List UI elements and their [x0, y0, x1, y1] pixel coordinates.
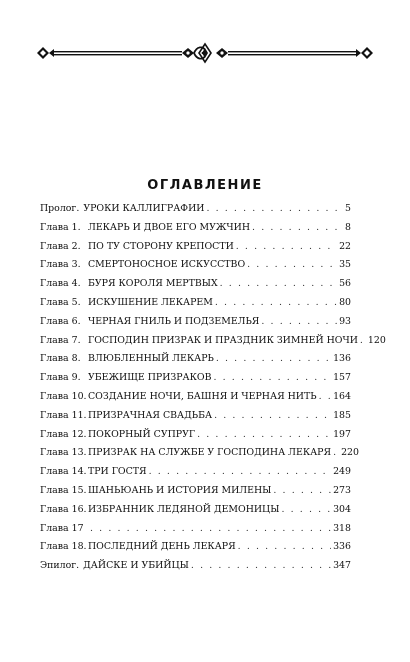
toc-entry-title: ПРИЗРАЧНАЯ СВАДЬБА [88, 409, 213, 421]
toc-entry [40, 350, 351, 369]
toc-dot-leader [236, 238, 337, 257]
toc-entry [40, 444, 359, 463]
toc-entry-label: Глава 7. [40, 334, 81, 346]
toc-entry-page: 120 [367, 334, 386, 346]
toc-entry-title: БУРЯ КОРОЛЯ МЕРТВЫХ [88, 278, 218, 290]
toc-dot-leader [220, 275, 337, 294]
toc-dot-leader [197, 426, 331, 445]
ornament-center-motif [182, 44, 228, 62]
toc-entry-page: 56 [339, 278, 351, 290]
toc-entry-title: ЛЕКАРЬ И ДВОЕ ЕГО МУЖЧИН [88, 221, 251, 233]
toc-entry-title: ИЗБРАННИК ЛЕДЯНОЙ ДЕМОНИЦЫ [88, 503, 280, 515]
toc-entry-page: 164 [333, 390, 351, 402]
toc-entry-label: Глава 12. [40, 428, 87, 440]
toc-entry-label: Глава 17 [40, 522, 84, 534]
toc-entry-title: ВЛЮБЛЕННЫЙ ЛЕКАРЬ [88, 353, 214, 365]
toc-entry [40, 332, 386, 351]
toc-entry [40, 219, 351, 238]
toc-entry-title: ПО ТУ СТОРОНУ КРЕПОСТИ [88, 240, 234, 252]
toc-entry-page: 35 [339, 259, 351, 271]
toc-dot-leader [191, 557, 331, 576]
toc-entry [40, 557, 351, 576]
toc-entry-page: 5 [345, 203, 351, 214]
toc-dot-leader [247, 256, 337, 275]
toc-entry [40, 407, 351, 426]
ornament-left-end [37, 47, 54, 59]
toc-entry-label: Глава 9. [40, 372, 81, 384]
toc-entry-label: Глава 16. [40, 503, 87, 515]
toc-dot-leader [281, 501, 331, 520]
toc-entry [40, 463, 351, 482]
toc-dot-leader [216, 350, 331, 369]
toc-dot-leader [319, 388, 332, 407]
toc-entry-title: ЧЕРНАЯ ГНИЛЬ И ПОДЗЕМЕЛЬЯ [88, 315, 260, 327]
toc-entry-page: 249 [333, 466, 351, 478]
toc-entry [40, 520, 351, 539]
toc-dot-leader [273, 482, 331, 501]
toc-entry-label: Глава 5. [40, 296, 81, 308]
toc-entry-label: Глава 6. [40, 315, 81, 327]
toc-entry-page: 318 [333, 522, 351, 534]
toc-entry-page: 157 [333, 372, 351, 384]
toc-entry-title: ТРИ ГОСТЯ [88, 466, 147, 478]
toc-entry-title: СМЕРТОНОСНОЕ ИСКУССТВО [88, 259, 246, 271]
toc-entry-page: 336 [333, 541, 351, 553]
toc-entry-page: 136 [333, 353, 351, 365]
toc-entry-label: Эпилог. [40, 560, 80, 572]
toc-dot-leader [90, 520, 331, 539]
toc-entry-page: 273 [333, 484, 351, 496]
toc-entry [40, 388, 351, 407]
ornament-right-rule [228, 51, 356, 52]
toc-dot-leader [261, 313, 337, 332]
toc-dot-leader [252, 219, 343, 238]
toc-entry-label: Глава 18. [40, 541, 87, 553]
toc-entry-page: 347 [333, 560, 351, 572]
toc-entry-label: Глава 8. [40, 353, 81, 365]
toc-entry-page: 93 [339, 315, 351, 327]
toc-entry [40, 538, 351, 557]
toc-dot-leader [214, 407, 331, 426]
toc-entry-page: 80 [339, 296, 351, 308]
toc-entry-title: ШАНЬЮАНЬ И ИСТОРИЯ МИЛЕНЫ [88, 484, 272, 496]
toc-entry-title: УБЕЖИЩЕ ПРИЗРАКОВ [88, 372, 212, 384]
toc-entry-page: 304 [333, 503, 351, 515]
toc-dot-leader [206, 200, 343, 219]
toc-entry-page: 8 [345, 221, 351, 233]
toc-entry [40, 501, 351, 520]
toc-entry-label: Глава 2. [40, 240, 81, 252]
toc-entry-title: ПОСЛЕДНИЙ ДЕНЬ ЛЕКАРЯ [88, 541, 236, 553]
toc-entry [40, 482, 351, 501]
toc-entry [40, 369, 351, 388]
toc-dot-leader [149, 463, 331, 482]
toc-entry-label: Глава 11. [40, 409, 87, 421]
toc-entry-page: 185 [333, 409, 351, 421]
toc-entry-page: 197 [333, 428, 351, 440]
toc-entry [40, 294, 351, 313]
table-of-contents [40, 200, 386, 576]
toc-entry [40, 313, 351, 332]
toc-dot-leader [215, 294, 337, 313]
toc-dot-leader [213, 369, 331, 388]
toc-entry [40, 275, 351, 294]
toc-entry [40, 256, 351, 275]
toc-entry-label: Пролог. [40, 203, 80, 214]
toc-entry-label: Глава 4. [40, 278, 81, 290]
toc-entry-title: СОЗДАНИЕ НОЧИ, БАШНЯ И ЧЕРНАЯ НИТЬ [88, 390, 317, 402]
toc-entry [40, 200, 351, 219]
toc-entry-label: Глава 3. [40, 259, 81, 271]
toc-entry-label: Глава 1. [40, 221, 81, 233]
ornament-left-rule [54, 51, 182, 52]
toc-entry-label: Глава 14. [40, 466, 87, 478]
toc-entry-title: ПОКОРНЫЙ СУПРУГ [88, 428, 196, 440]
toc-entry-title: ДАЙСКЕ И УБИЙЦЫ [83, 560, 189, 572]
toc-entry-label: Глава 10. [40, 390, 87, 402]
toc-entry-title: УРОКИ КАЛЛИГРАФИИ [83, 203, 205, 214]
toc-entry-page: 220 [341, 447, 359, 459]
toc-dot-leader [238, 538, 331, 557]
toc-entry-label: Глава 13. [40, 447, 87, 459]
toc-entry [40, 238, 351, 257]
toc-entry-title: ИСКУШЕНИЕ ЛЕКАРЕМ [88, 296, 213, 308]
toc-entry-title: ГОСПОДИН ПРИЗРАК И ПРАЗДНИК ЗИМНЕЙ НОЧИ [88, 334, 358, 346]
ornament-right-end [356, 47, 373, 59]
toc-entry-page: 22 [339, 240, 351, 252]
toc-entry [40, 426, 351, 445]
toc-heading: ОГЛАВЛЕНИЕ [147, 178, 263, 193]
toc-entry-label: Глава 15. [40, 484, 87, 496]
header-ornament [36, 42, 374, 64]
toc-entry-title: ПРИЗРАК НА СЛУЖБЕ У ГОСПОДИНА ЛЕКАРЯ [88, 447, 332, 459]
